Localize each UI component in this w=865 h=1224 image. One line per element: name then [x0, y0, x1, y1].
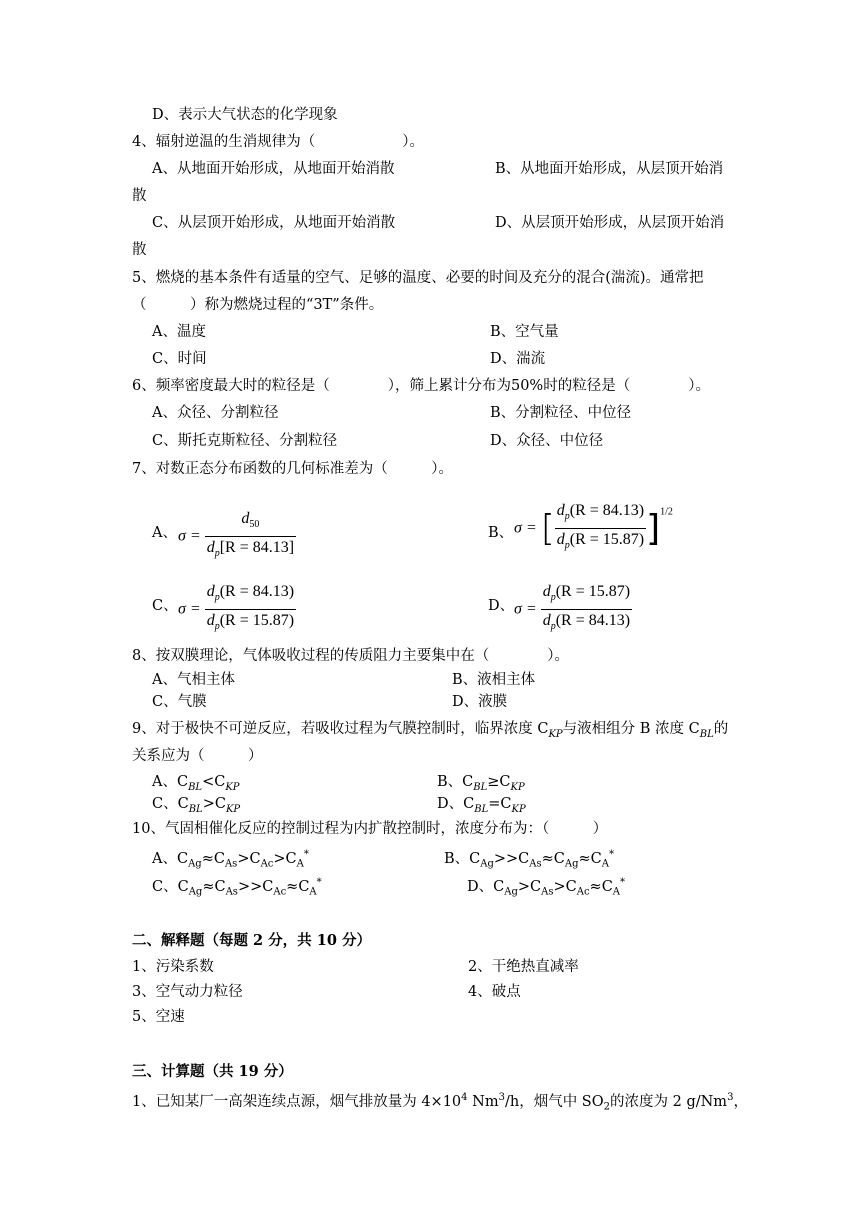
subscript: As	[225, 886, 238, 898]
sigma-symbol: σ =	[178, 600, 201, 618]
section2-item-4: 4、破点	[468, 984, 521, 1000]
q7-option-b-label: B、	[488, 525, 514, 541]
subscript: As	[541, 886, 554, 898]
text: C、C	[152, 878, 189, 895]
q9-option-c	[152, 794, 240, 820]
text: >C	[517, 878, 542, 895]
q7-option-c-formula	[178, 581, 296, 638]
d-symbol: d	[542, 583, 551, 600]
subscript: Ac	[260, 858, 274, 870]
q8-option-c: C、气膜	[152, 694, 207, 710]
subscript: Ac	[273, 886, 287, 898]
q4-option-c: C、从层顶开始形成，从地面开始消散	[152, 215, 396, 231]
text: 9、对于极快不可逆反应，若吸收过程为气膜控制时，临界浓度 C	[132, 721, 549, 737]
subscript: A	[612, 886, 621, 898]
q9-stem-line1	[132, 719, 728, 745]
sigma-symbol: σ =	[514, 519, 537, 537]
bracket-left: [	[540, 508, 555, 550]
q6-stem: 6、频率密度最大时的粒径是（ ），筛上累计分布为50%时的粒径是（ ）。	[132, 378, 710, 394]
bracket-right: ]	[646, 508, 661, 550]
q3-option-d: D、表示大气状态的化学现象	[152, 107, 338, 123]
section3-q1	[132, 1088, 748, 1118]
q4-option-d-cont: 散	[132, 242, 147, 258]
q5-option-d: D、湍流	[490, 351, 546, 367]
text: ≥C	[487, 774, 511, 790]
section2-item-3: 3、空气动力粒径	[132, 984, 243, 1000]
q5-option-c: C、时间	[152, 351, 207, 367]
sigma-symbol: σ =	[514, 600, 537, 618]
q6-option-c: C、斯托克斯粒径、分割粒径	[152, 433, 338, 449]
text: 的	[713, 721, 729, 737]
subscript: A	[601, 858, 609, 870]
subscript: A	[309, 886, 317, 898]
subscript: BL	[699, 728, 714, 740]
subscript: p	[550, 621, 556, 633]
text: >C	[273, 850, 297, 867]
d-symbol: d	[556, 531, 565, 549]
q7-stem: 7、对数正态分布函数的几何标准差为（ ）。	[132, 461, 453, 477]
text: /h，烟气中 SO	[504, 1093, 604, 1110]
q8-option-a: A、气相主体	[152, 672, 235, 688]
text: C、C	[152, 796, 189, 812]
superscript: *	[609, 849, 614, 860]
subscript: Ag	[188, 886, 203, 898]
condition: [R = 84.13]	[219, 539, 295, 557]
subscript: A	[296, 858, 304, 870]
text: D、C	[437, 796, 475, 812]
section2-item-1: 1、污染系数	[132, 959, 214, 975]
q5-stem-line1: 5、燃烧的基本条件有适量的空气、足够的温度、必要的时间及充分的混合(湍流)。通常把	[132, 270, 704, 286]
q5-stem-line2: （ ）称为燃烧过程的“3T”条件。	[132, 297, 384, 313]
q5-option-b: B、空气量	[490, 324, 559, 340]
section2-item-5: 5、空速	[132, 1009, 185, 1025]
q6-option-d: D、众径、中位径	[490, 433, 604, 449]
subscript: BL	[473, 781, 488, 793]
q7-option-d-label: D、	[488, 598, 515, 614]
subscript: p	[214, 548, 220, 560]
q8-option-d: D、液膜	[452, 694, 508, 710]
section2-item-2: 2、干绝热直减率	[468, 959, 579, 975]
q5-option-a: A、温度	[152, 324, 206, 340]
subscript: KP	[511, 803, 526, 815]
subscript: KP	[225, 803, 241, 815]
q10-option-a	[152, 845, 309, 875]
condition: (R = 15.87)	[569, 531, 645, 549]
fraction	[205, 508, 296, 565]
text: B、C	[437, 774, 474, 790]
subscript: KP	[548, 728, 563, 740]
d-symbol: d	[206, 612, 215, 630]
text: Nm	[467, 1093, 499, 1110]
text: A、C	[152, 774, 189, 790]
text: 1、已知某厂一高架连续点源，烟气排放量为 4×10	[132, 1093, 462, 1110]
section2-title: 二、解释题（每题 2 分，共 10 分）	[132, 932, 371, 949]
q4-option-a: A、从地面开始形成，从地面开始消散	[152, 161, 395, 177]
condition: (R = 84.13)	[555, 612, 631, 630]
text: >>C	[237, 878, 274, 895]
text: >>C	[493, 850, 530, 867]
q8-stem: 8、按双膜理论，气体吸收过程的传质阻力主要集中在（ ）。	[132, 648, 569, 664]
subscript: As	[529, 858, 542, 870]
q10-option-b	[444, 845, 614, 875]
text: ，	[733, 1093, 748, 1110]
subscript: Ag	[504, 886, 518, 898]
text: A、C	[152, 850, 189, 867]
text: ≈C	[201, 850, 225, 867]
q4-option-b: B、从地面开始形成，从层顶开始消	[495, 161, 724, 177]
subscript: p	[564, 511, 570, 523]
exponent: 1/2	[660, 506, 673, 518]
superscript: 3	[498, 1092, 505, 1103]
subscript: Ag	[480, 858, 494, 870]
subscript: BL	[188, 781, 203, 793]
q8-option-b: B、液相主体	[452, 672, 536, 688]
text: >C	[237, 850, 261, 867]
subscript: p	[214, 621, 220, 633]
subscript: p	[564, 540, 570, 552]
superscript: 3	[727, 1092, 734, 1103]
text: =C	[488, 796, 512, 812]
text: ≈C	[202, 878, 226, 895]
text: ≈C	[286, 878, 310, 895]
text: D、C	[467, 878, 505, 895]
subscript: Ac	[576, 886, 590, 898]
d-symbol: d	[241, 510, 250, 527]
subscript: As	[224, 858, 238, 870]
subscript: KP	[510, 781, 525, 793]
q10-option-c	[152, 873, 322, 903]
q4-option-b-cont: 散	[132, 188, 147, 204]
subscript: Ag	[188, 858, 202, 870]
section3-title: 三、计算题（共 19 分）	[132, 1063, 293, 1080]
q9-stem-line2: 关系应为（ ）	[132, 748, 263, 764]
subscript: p	[214, 592, 220, 604]
q7-option-a-formula	[178, 508, 296, 565]
text: 与液相组分 B 浓度 C	[562, 721, 700, 737]
condition: (R = 15.87)	[219, 612, 295, 630]
q7-option-d-formula	[514, 581, 632, 638]
text: <C	[202, 774, 226, 790]
q7-option-a-label: A、	[152, 525, 177, 541]
subscript: Ag	[564, 858, 579, 870]
text: >C	[553, 878, 577, 895]
q7-option-b-formula	[514, 500, 673, 557]
subscript: KP	[225, 781, 240, 793]
superscript: *	[316, 877, 322, 888]
q9-option-d	[437, 794, 526, 820]
q4-option-d: D、从层顶开始形成，从层顶开始消	[495, 215, 725, 231]
text: ≈C	[578, 850, 602, 867]
subscript: 50	[249, 519, 260, 531]
q6-option-b: B、分割粒径、中位径	[490, 405, 632, 421]
fraction	[541, 581, 632, 638]
d-symbol: d	[556, 502, 565, 519]
subscript: 2	[603, 1101, 610, 1113]
text: ≈C	[589, 878, 613, 895]
q4-stem: 4、辐射逆温的生消规律为（ ）。	[132, 134, 424, 150]
q10-option-d	[467, 873, 625, 903]
d-symbol: d	[206, 539, 215, 557]
superscript: *	[303, 849, 309, 860]
sigma-symbol: σ =	[178, 527, 201, 545]
subscript: BL	[188, 803, 203, 815]
subscript: p	[550, 592, 556, 604]
d-symbol: d	[206, 583, 215, 600]
condition: (R = 15.87)	[555, 583, 631, 600]
superscript: *	[620, 877, 626, 888]
condition: (R = 84.13)	[219, 583, 295, 600]
q7-option-c-label: C、	[152, 598, 178, 614]
subscript: BL	[474, 803, 489, 815]
text: 的浓度为 2 g/Nm	[610, 1093, 728, 1110]
text: >C	[202, 796, 226, 812]
text: ≈C	[541, 850, 565, 867]
superscript: 4	[461, 1092, 468, 1103]
q10-stem: 10、气固相催化反应的控制过程为内扩散控制时，浓度分布为：（ ）	[132, 821, 608, 837]
condition: (R = 84.13)	[569, 502, 645, 519]
q6-option-a: A、众径、分割粒径	[152, 405, 279, 421]
d-symbol: d	[542, 612, 551, 630]
text: B、C	[444, 850, 481, 867]
fraction	[205, 581, 296, 638]
fraction	[555, 500, 646, 557]
